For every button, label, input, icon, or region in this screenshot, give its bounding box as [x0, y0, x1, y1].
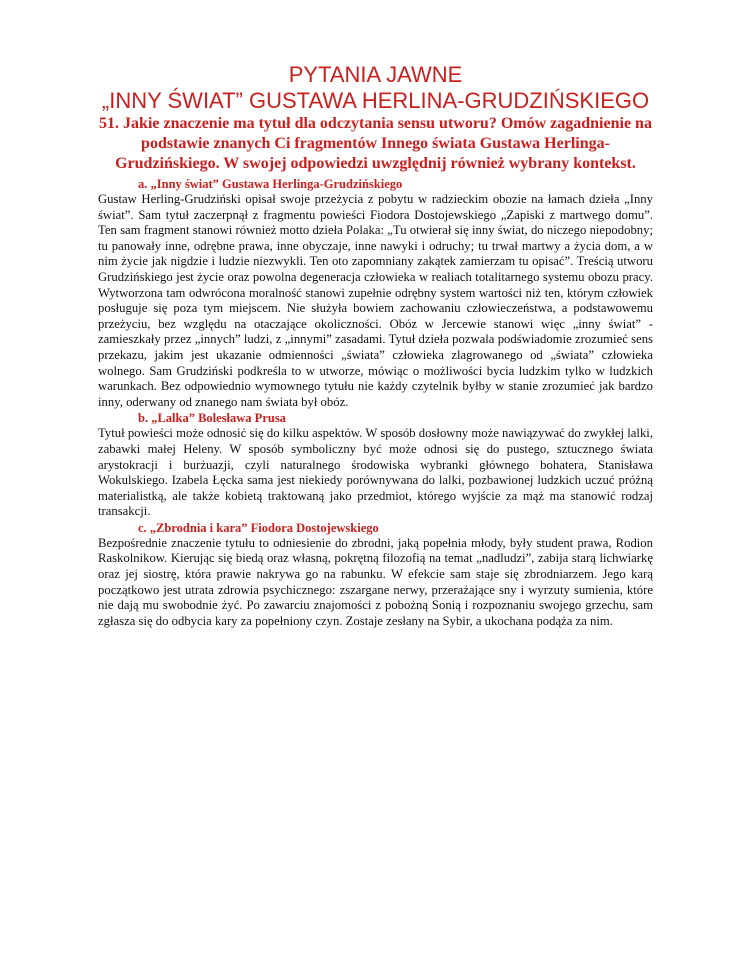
section-text-b: Tytuł powieści może odnosić się do kilku aspektów. W sposób dosłowny może nawiązywać do zwykłej lalki, zabawki małej Heleny. W sposób symboliczny być może odnosi się do pustego, sztucznego świata arystokracji i burżuazji, czyli naturalnego środowiska wybranki głównego bohatera, Stanisława Wokulskiego. Izabela Łęcka sama jest niekiedy porównywana do lalki, pozbawionej ludzkich uczuć próżną materialistką, ale także kobietą traktowaną jako przedmiot, którego wyjście za mąż ma stanowić rodzaj transakcji. [98, 426, 653, 519]
section-text-c: Bezpośrednie znaczenie tytułu to odniesienie do zbrodni, jaką popełnia młody, były student prawa, Rodion Raskolnikow. Kierując się biedą oraz własną, pokrętną filozofią na temat „nadludzi”, zabija starą lichwiarkę oraz jej siostrę, która prawie nakrywa go na rabunku. W efekcie sam staje się zbrodniarzem. Jego karą początkowo jest utrata zdrowia psychicznego: zszargane nerwy, przerażające sny i wyrzuty sumienia, które nie dają mu swobodnie żyć. Po zawarciu znajomości z pobożną Sonią i rozpoznaniu swojego grzechu, sam zgłasza się do odbycia kary za popełniony czyn. Zostaje zesłany na Sybir, a ukochana podąża za nim. [98, 535, 653, 628]
document-page [98, 62, 653, 629]
section-heading-c: c. „Zbrodnia i kara” Fiodora Dostojewskiego [138, 520, 379, 535]
question-text: 51. Jakie znaczenie ma tytuł dla odczytania sensu utworu? Omów zagadnienie na podstawie znanych Ci fragmentów Innego świata Gustawa Herlinga-Grudzińskiego. W swojej odpowiedzi uwzględnij również wybrany kontekst. [99, 115, 652, 172]
title-line-1: PYTANIA JAWNE [288, 62, 463, 87]
title-line-2: „INNY ŚWIAT” GUSTAWA HERLINA-GRUDZIŃSKIEGO [101, 88, 650, 113]
section-heading-b: b. „Lalka” Bolesława Prusa [138, 411, 286, 426]
section-text-a: Gustaw Herling-Grudziński opisał swoje przeżycia z pobytu w radzieckim obozie na łamach dzieła „Inny świat”. Sam tytuł zaczerpnął z fragmentu powieści Fiodora Dostojewskiego „Zapiski z martwego domu”. Ten sam fragment stanowi również motto dzieła Polaka: „Tu otwierał się inny świat, do niczego niepodobny; tu panowały inne, odrębne prawa, inne obyczaje, inne nawyki i odruchy; tu trwał martwy a życia dom, a w nim życie jak nigdzie i ludzie niezwykli. Ten oto zapomniany zakątek zamierzam tu opisać”. Treścią utworu Grudzińskiego jest życie oraz powolna degeneracja człowieka w realiach totalitarnego systemu obozu pracy. Wytworzona tam odwrócona moralność stanowi zupełnie odrębny system wartości niż ten, którym człowiek posługuje się poza tym miejscem. Nie służyła bowiem zachowaniu człowieczeństwa, a podstawowemu przeżyciu, bez względu na otaczające okoliczności. Obóz w Jercewie stanowi więc „inny świat” - zamieszkały przez „innych” ludzi, z „innymi” zasadami. Tytuł dzieła pozwala podświadomie zrozumieć sens przekazu, jakim jest ukazanie odmienności „świata” człowieka zlagrowanego od „świata” człowieka wolnego. Sam Grudziński podkreśla to w utworze, mówiąc o możliwości bycia ludzkim tylko w ludzkich warunkach. Bez odpowiednio wymownego tytułu nie każdy czytelnik byłby w stanie zrozumieć jak bardzo inny, oderwany od znanego nam świata był obóz. [98, 192, 653, 409]
document-title [98, 62, 653, 114]
section-heading-a: a. „Inny świat” Gustawa Herlinga-Grudzińskiego [138, 177, 403, 191]
